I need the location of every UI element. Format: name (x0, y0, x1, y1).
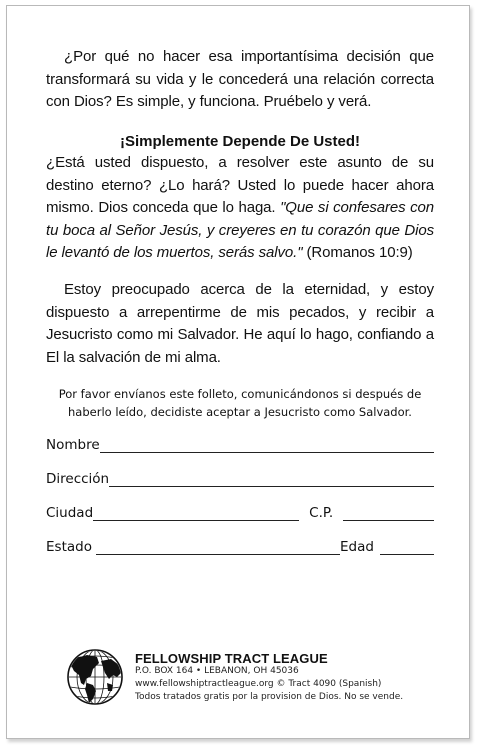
organization-name: FELLOWSHIP TRACT LEAGUE (135, 651, 328, 666)
organization-website: www.fellowshiptractleague.org © Tract 4090 (Spanish) (135, 679, 382, 689)
nombre-field[interactable] (100, 438, 434, 453)
commitment-paragraph: Estoy preocupado acerca de la eternidad, y estoy dispuesto a arrepentirme de mis pecados, y recibir a Jesucristo como mi Salvador. He aquí lo hago, confiando a El la salvación de mi alma. (46, 281, 434, 366)
edad-field[interactable] (380, 540, 434, 555)
footer-note: Todos tratados gratis por la provision de Dios. No se vende. (135, 692, 404, 702)
estado-field[interactable] (96, 540, 340, 555)
direccion-field[interactable] (109, 472, 434, 487)
section-heading: ¡Simplemente Depende De Usted! (119, 133, 361, 150)
scripture-quote: "Que si confesares con tu boca al Señor Jesús, y creyeres en tu corazón que Dios le levantó de los muertos, serás salvo." (46, 199, 434, 261)
organization-address: P.O. BOX 164 • LEBANON, OH 45036 (135, 666, 299, 676)
cp-field[interactable] (343, 506, 434, 521)
ciudad-field[interactable] (93, 506, 299, 521)
scripture-reference: (Romanos 10:9) (302, 244, 413, 261)
intro-paragraph: ¿Por qué no hacer esa importantísima decisión que transformará su vida y le concederá una relación correcta con Dios? Es simple, y funciona. Pruébelo y verá. (46, 48, 434, 110)
invitation-paragraph (46, 152, 434, 265)
direccion-label: Dirección (46, 471, 110, 487)
estado-label: Estado (46, 539, 92, 555)
direccion-row (46, 467, 434, 487)
nombre-label: Nombre (46, 437, 100, 453)
tract-card (6, 5, 470, 739)
estado-row (46, 535, 434, 555)
edad-label: Edad (339, 539, 374, 555)
globe-logo-icon (67, 649, 123, 705)
nombre-row (46, 433, 434, 453)
invitation-text: ¿Está usted dispuesto, a resolver este asunto de su destino eterno? ¿Lo hará? Usted lo puede hacer ahora mismo. Dios conceda que lo haga. (46, 154, 434, 216)
ciudad-row (46, 501, 434, 521)
cp-label: C.P. (309, 505, 334, 521)
return-notice: Por favor envíanos este folleto, comunicándonos si después de haberlo leído, decidiste aceptar a Jesucristo como Salvador. (58, 387, 422, 419)
ciudad-label: Ciudad (46, 505, 94, 521)
